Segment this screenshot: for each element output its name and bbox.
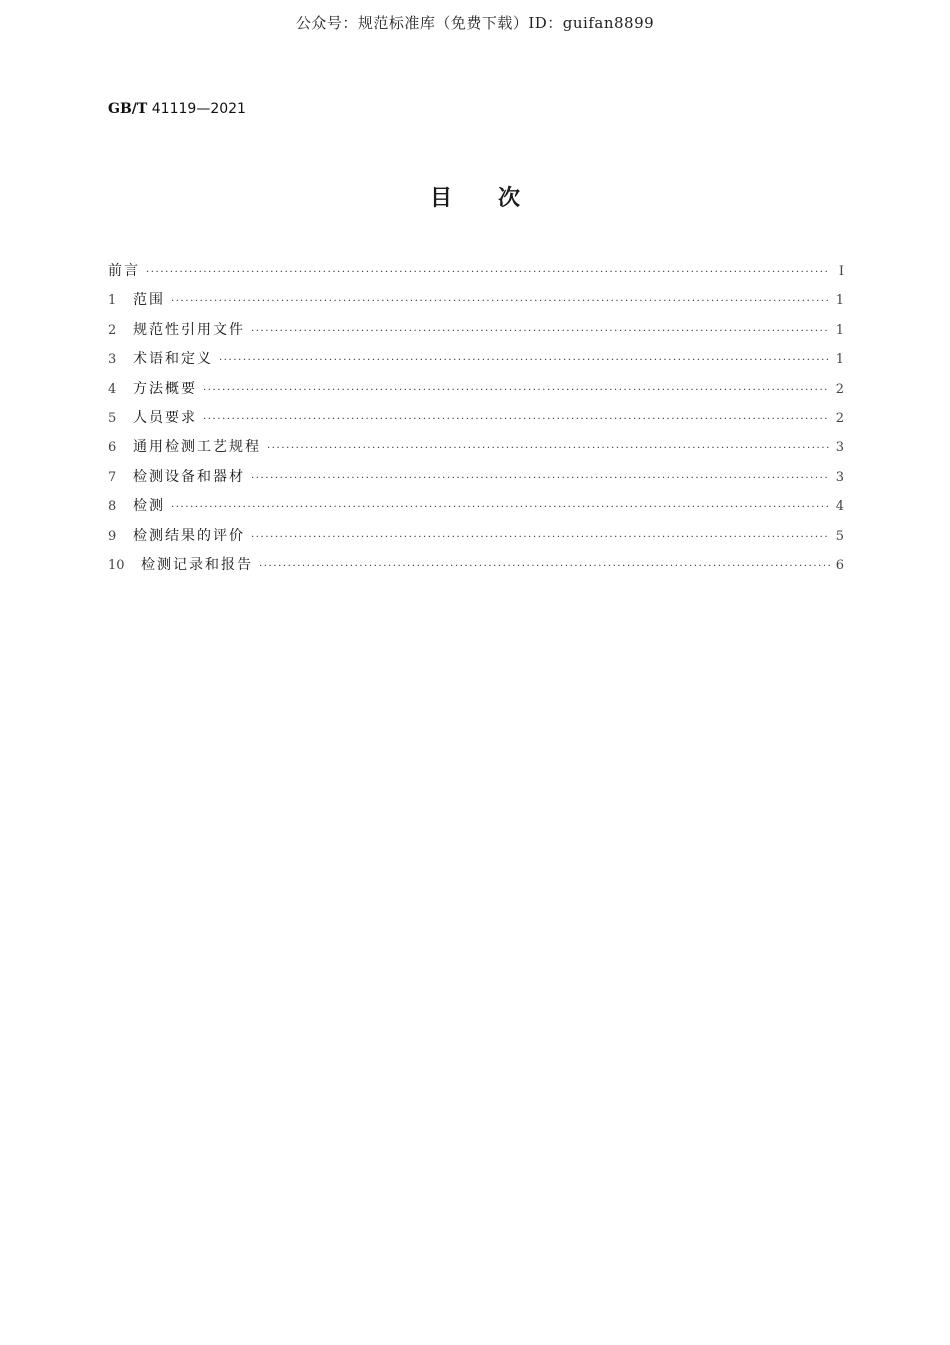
toc-entry-number: 6 — [108, 440, 117, 456]
toc-entry-3[interactable] — [108, 345, 844, 374]
table-of-contents — [108, 257, 844, 580]
toc-entry-number: 4 — [108, 381, 117, 397]
toc-leader-dots — [251, 317, 830, 346]
toc-entry-label: 术语和定义 — [133, 351, 213, 368]
toc-entry-6[interactable] — [108, 433, 844, 462]
toc-entry-foreword[interactable] — [108, 257, 844, 286]
toc-leader-dots — [259, 552, 830, 581]
standard-code — [108, 101, 246, 117]
toc-entry-2[interactable] — [108, 316, 844, 345]
toc-leader-dots — [171, 287, 830, 316]
toc-entry-label: 检测 — [133, 498, 165, 515]
toc-entry-8[interactable] — [108, 492, 844, 521]
toc-entry-label: 检测设备和器材 — [133, 468, 245, 485]
toc-entry-4[interactable] — [108, 375, 844, 404]
toc-entry-label: 通用检测工艺规程 — [133, 439, 261, 456]
toc-entry-page: 6 — [835, 557, 844, 573]
toc-entry-page: 2 — [835, 381, 844, 397]
toc-leader-dots — [219, 346, 830, 375]
standard-code-prefix: GB/T — [108, 101, 148, 117]
toc-entry-number: 9 — [108, 528, 117, 544]
toc-entry-1[interactable] — [108, 286, 844, 315]
toc-entry-page: 2 — [835, 410, 844, 426]
toc-leader-dots — [171, 493, 830, 522]
toc-entry-label: 检测结果的评价 — [133, 527, 245, 544]
toc-entry-page: 5 — [835, 528, 844, 544]
toc-entry-number: 2 — [108, 322, 117, 338]
toc-leader-dots — [251, 523, 830, 552]
toc-entry-page: 3 — [835, 440, 844, 456]
toc-entry-7[interactable] — [108, 463, 844, 492]
toc-entry-page: 1 — [835, 293, 844, 309]
toc-entry-label: 前言 — [108, 263, 140, 279]
toc-entry-9[interactable] — [108, 522, 844, 551]
toc-entry-number: 5 — [108, 410, 117, 426]
toc-entry-page: Ⅰ — [838, 264, 844, 279]
toc-entry-number: 10 — [108, 557, 125, 573]
toc-entry-label: 方法概要 — [133, 380, 197, 397]
toc-leader-dots — [251, 464, 830, 493]
toc-entry-page: 1 — [835, 322, 844, 338]
toc-entry-number: 8 — [108, 499, 117, 515]
toc-leader-dots — [146, 258, 830, 287]
watermark-header: 公众号：规范标准库（免费下载）ID：guifan8899 — [295, 14, 655, 32]
toc-entry-label: 检测记录和报告 — [141, 556, 253, 573]
toc-entry-5[interactable] — [108, 404, 844, 433]
toc-leader-dots — [203, 376, 830, 405]
toc-leader-dots — [267, 434, 830, 463]
standard-code-number: 41119—2021 — [147, 101, 246, 117]
toc-entry-number: 3 — [108, 352, 117, 368]
toc-entry-number: 7 — [108, 469, 117, 485]
toc-entry-page: 1 — [835, 352, 844, 368]
toc-entry-label: 范围 — [133, 292, 165, 309]
toc-entry-10[interactable] — [108, 551, 844, 580]
toc-leader-dots — [203, 405, 830, 434]
toc-entry-number: 1 — [108, 293, 117, 309]
toc-entry-page: 3 — [835, 469, 844, 485]
toc-entry-label: 规范性引用文件 — [133, 321, 245, 338]
toc-entry-label: 人员要求 — [133, 409, 197, 426]
toc-title: 目次 — [429, 186, 566, 211]
toc-entry-page: 4 — [835, 499, 844, 515]
